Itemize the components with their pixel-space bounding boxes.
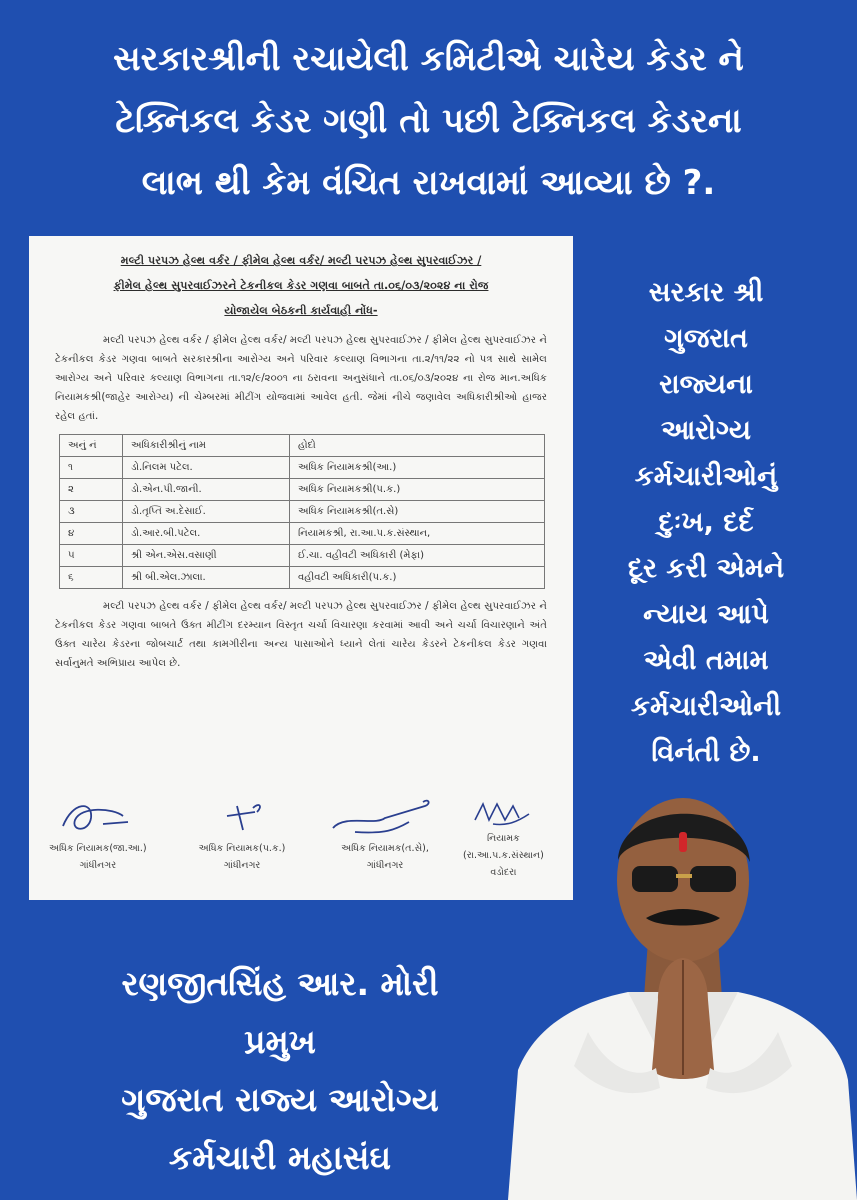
meeting-minutes-document xyxy=(29,236,573,900)
signatory-2 xyxy=(197,796,287,874)
appeal-line: વિનંતી છે. xyxy=(651,737,761,768)
signatory-1-title: અધિક નિયામક(જા.આ.) xyxy=(49,843,147,854)
table-row xyxy=(60,457,545,479)
table-cell-serial: ૫ xyxy=(60,545,123,567)
appeal-line: દૂર કરી એમને xyxy=(627,553,785,584)
handwritten-signature-icon xyxy=(53,796,143,840)
table-row xyxy=(60,567,545,589)
table-cell-name: ડો.આર.બી.પટેલ. xyxy=(123,523,290,545)
table-cell-designation: વહીવટી અધિકારી(પ.ક.) xyxy=(290,567,545,589)
signatory-1-place: ગાંધીનગર xyxy=(79,860,117,871)
table-cell-name: શ્રી એન.એસ.વસાણી xyxy=(123,545,290,567)
appeal-line: કર્મચારીઓનું xyxy=(634,461,778,492)
officials-table xyxy=(59,434,545,589)
organization-line-2: કર્મચારી મહાસંઘ xyxy=(168,1138,392,1177)
handwritten-signature-icon xyxy=(325,796,445,840)
table-header-serial: અનું નં xyxy=(60,435,123,457)
leader-designation: પ્રમુખ xyxy=(244,1022,316,1061)
signatory-2-place: ગાંધીનગર xyxy=(223,860,261,871)
table-header-designation: હોદો xyxy=(290,435,545,457)
appeal-line: દુઃખ, દર્દ xyxy=(658,507,754,538)
headline xyxy=(20,28,837,214)
signatory-3-title: અધિક નિયામક(ત.સે), xyxy=(341,843,429,854)
appeal-line: સરકાર શ્રી xyxy=(648,277,764,308)
table-cell-designation: ઈ.ચા. વહીવટી અધિકારી (મેફા) xyxy=(290,545,545,567)
document-title-line-1: મલ્ટી પરપઝ હેલ્થ વર્કર / ફીમેલ હેલ્થ વર્કર/ મલ્ટી પરપઝ હેલ્થ સુપરવાઈઝર / xyxy=(120,254,482,267)
leader-name: રણજીતસિંહ આર. મોરી xyxy=(121,964,439,1003)
document-paragraph-2: મલ્ટી પરપઝ હેલ્થ વર્કર / ફીમેલ હેલ્થ વર્કર/ મલ્ટી પરપઝ હેલ્થ સુપરવાઈઝર / ફીમેલ હેલ્થ સુપરવાઈઝર ને ટેકનીકલ કેડર ગણવા બાબતે ઉક્ત મીટીંગ દરમ્યાન વિસ્તૃત ચર્ચા વિચારણા કરવામાં આવી અને ચર્ચા વિચારણાને અંતે ઉક્ત ચારેય કેડરના જોબચાર્ટ તથા કામગીરીના અન્ય પાસાઓને ધ્યાને લેતાં ચારેય કેડરને ટેકનીકલ કેડર ગણવા સર્વાનુમતે અભિપ્રાય આપેલ છે. xyxy=(55,601,547,669)
table-header-row xyxy=(60,435,545,457)
signatories xyxy=(29,796,573,886)
headline-line-2: ટેક્નિકલ કેડર ગણી તો પછી ટેક્નિકલ કેડરના xyxy=(115,101,742,141)
person-photo-icon xyxy=(508,770,857,1200)
appeal-message xyxy=(588,270,824,776)
table-cell-serial: ૩ xyxy=(60,501,123,523)
signatory-2-title: અધિક નિયામક(પ.ક.) xyxy=(198,843,286,854)
table-cell-designation: અધિક નિયામકશ્રી(પ.ક.) xyxy=(290,479,545,501)
table-cell-serial: ૧ xyxy=(60,457,123,479)
signatory-1 xyxy=(49,796,147,874)
document-paragraph-1: મલ્ટી પરપઝ હેલ્થ વર્કર / ફીમેલ હેલ્થ વર્કર/ મલ્ટી પરપઝ હેલ્થ સુપરવાઈઝર / ફીમેલ હેલ્થ સુપરવાઈઝર ને ટેકનીકલ કેડર ગણવા બાબતે સરકારશ્રીના આરોગ્ય અને પરિવાર કલ્યાણ વિભાગના તા.૨/૧૧/૨૨ નો પત્ર સાથે સામેલ આરોગ્ય અને પરિવાર કલ્યાણ વિભાગના તા.૧૨/૯/૨૦૦૧ ના ઠરાવના અનુસંધાને તા.૦૬/૦૩/૨૦૨૪ ના રોજ માન.અધિક નિયામકશ્રી(જાહેર આરોગ્ય) ની ચેમ્બરમાં મીટીંગ યોજવામાં આવેલ હતી. જેમાં નીચે જણાવેલ અધિકારીશ્રીઓ હાજર રહેલ હતાં. xyxy=(55,335,547,422)
signatory-3-place: ગાંધીનગર xyxy=(366,860,404,871)
table-row xyxy=(60,523,545,545)
table-cell-name: શ્રી બી.એલ.ઝાલા. xyxy=(123,567,290,589)
table-cell-name: ડો.એન.પી.જાની. xyxy=(123,479,290,501)
headline-line-3: લાભ થી કેમ વંચિત રાખવામાં આવ્યા છે ?. xyxy=(141,163,716,203)
table-row xyxy=(60,501,545,523)
signatory-4-title: નિયામક xyxy=(487,833,520,844)
document-title-line-2: ફીમેલ હેલ્થ સુપરવાઈઝરને ટેકનીકલ કેડર ગણવા બાબતે તા.૦૬/૦૩/૨૦૨૪ ના રોજ xyxy=(113,279,489,292)
appeal-line: કર્મચારીઓની xyxy=(630,691,782,722)
appeal-line: ન્યાય આપે xyxy=(643,599,769,630)
table-row xyxy=(60,479,545,501)
table-cell-designation: અધિક નિયામકશ્રી(આ.) xyxy=(290,457,545,479)
appeal-line: ગુજરાત xyxy=(664,323,748,354)
table-cell-serial: ૪ xyxy=(60,523,123,545)
table-cell-designation: અધિક નિયામકશ્રી(ત.સે) xyxy=(290,501,545,523)
signatory-4-sub: (રા.આ.પ.ક.સંસ્થાન) xyxy=(463,850,544,861)
table-row xyxy=(60,545,545,567)
table-cell-name: ડો.તૃપ્તિ અ.દેસાઈ. xyxy=(123,501,290,523)
signature-block xyxy=(40,955,520,1187)
table-cell-serial: ૨ xyxy=(60,479,123,501)
appeal-line: આરોગ્ય xyxy=(660,415,752,446)
signatory-4-place: વડોદરા xyxy=(490,867,517,878)
appeal-line: એવી તમામ xyxy=(643,645,769,676)
document-title-line-3: યોજાયેલ બેઠકની કાર્યવાહી નોંધ- xyxy=(224,304,378,317)
table-cell-name: ડો.નિલમ પટેલ. xyxy=(123,457,290,479)
handwritten-signature-icon xyxy=(197,796,287,840)
document-title xyxy=(49,248,553,323)
organization-line-1: ગુજરાત રાજ્ય આરોગ્ય xyxy=(121,1080,439,1119)
headline-line-1: સરકારશ્રીની રચાયેલી કમિટીએ ચારેય કેડર ને xyxy=(113,39,744,79)
appeal-line: રાજ્યના xyxy=(659,369,753,400)
signatory-3 xyxy=(325,796,445,874)
table-cell-serial: ૬ xyxy=(60,567,123,589)
table-cell-designation: નિયામકશ્રી, રા.આ.પ.ક.સંસ્થાન, xyxy=(290,523,545,545)
table-header-name: અધિકારીશ્રીનું નામ xyxy=(123,435,290,457)
